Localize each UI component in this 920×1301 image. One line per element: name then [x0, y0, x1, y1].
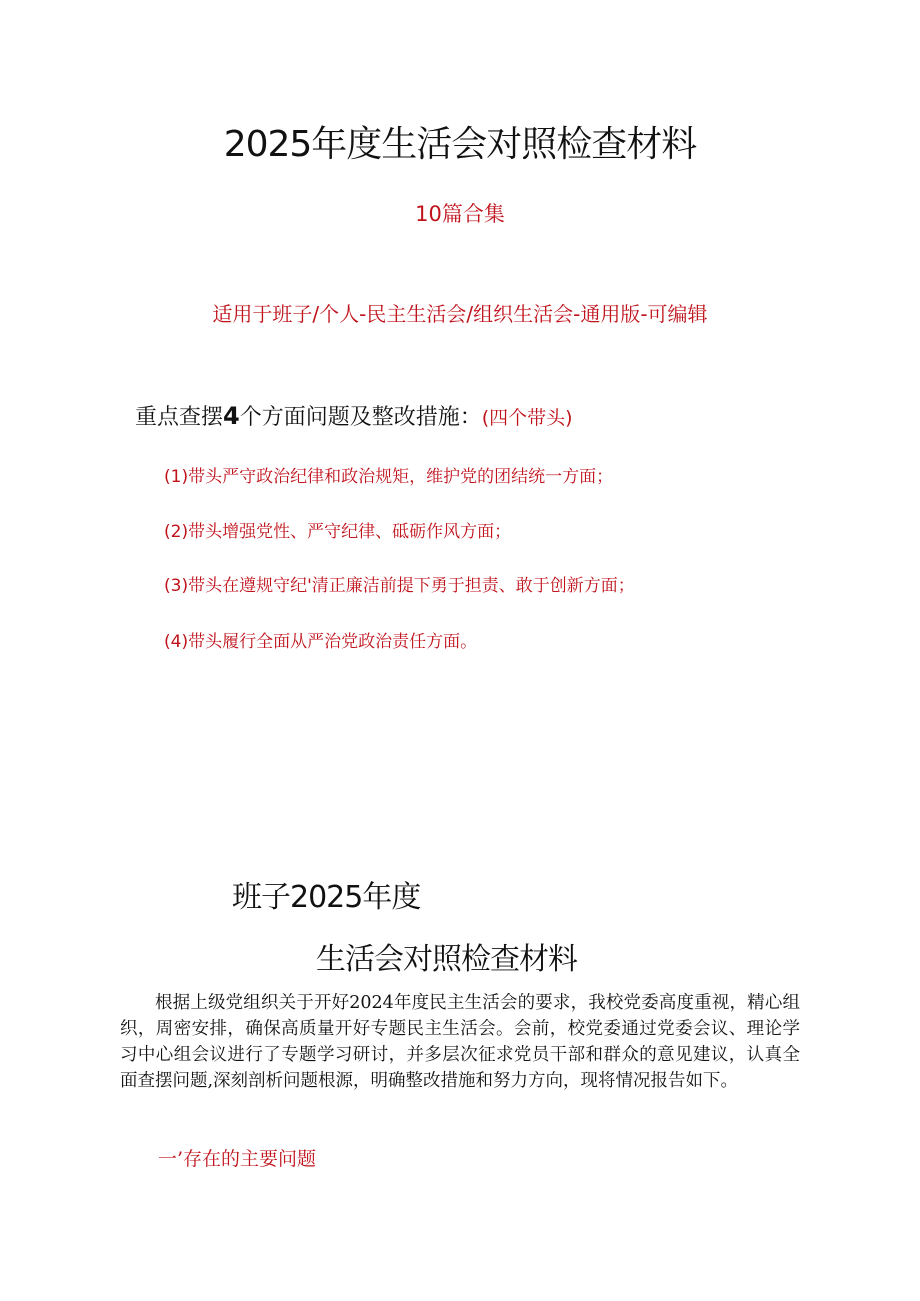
focus-item-3: (3)带头在遵规守纪'清正廉洁前提下勇于担责、敢于创新方面；: [164, 576, 635, 596]
section-title-line-1: 班子2025年度: [232, 880, 421, 915]
document-title: 2025年度生活会对照检查材料: [223, 124, 697, 165]
focus-item-2: (2)带头增强党性、严守纪律、砥砺作风方面；: [164, 522, 512, 542]
focus-tag: (四个带头): [481, 407, 573, 429]
usage-note: 适用于班子/个人-民主生活会/组织生活会-通用版-可编辑: [212, 302, 708, 326]
section-title-line-2: 生活会对照检查材料: [316, 942, 577, 977]
focus-item-4: (4)带头履行全面从严治党政治责任方面。: [164, 632, 478, 652]
focus-heading: [135, 400, 573, 431]
focus-suffix: 个方面问题及整改措施：: [239, 405, 482, 430]
intro-paragraph: 根据上级党组织关于开好2024年度民主生活会的要求，我校党委高度重视，精心组织，周密安排，确保高质量开好专题民主生活会。会前，校党委通过党委会议、理论学习中心组会议进行了专题学习研讨，并多层次征求党员干部和群众的意见建议，认真全面查摆问题,深刻剖析问题根源，明确整改措施和努力方向，现将情况报告如下。: [120, 993, 800, 1091]
focus-item-1: (1)带头严守政治纪律和政治规矩，维护党的团结统一方面；: [164, 467, 614, 487]
collection-subtitle: 10篇合集: [415, 202, 505, 226]
focus-count: 4: [223, 402, 240, 430]
heading-main-problems: 一’存在的主要问题: [158, 1148, 317, 1170]
focus-prefix: 重点查摆: [135, 405, 224, 430]
